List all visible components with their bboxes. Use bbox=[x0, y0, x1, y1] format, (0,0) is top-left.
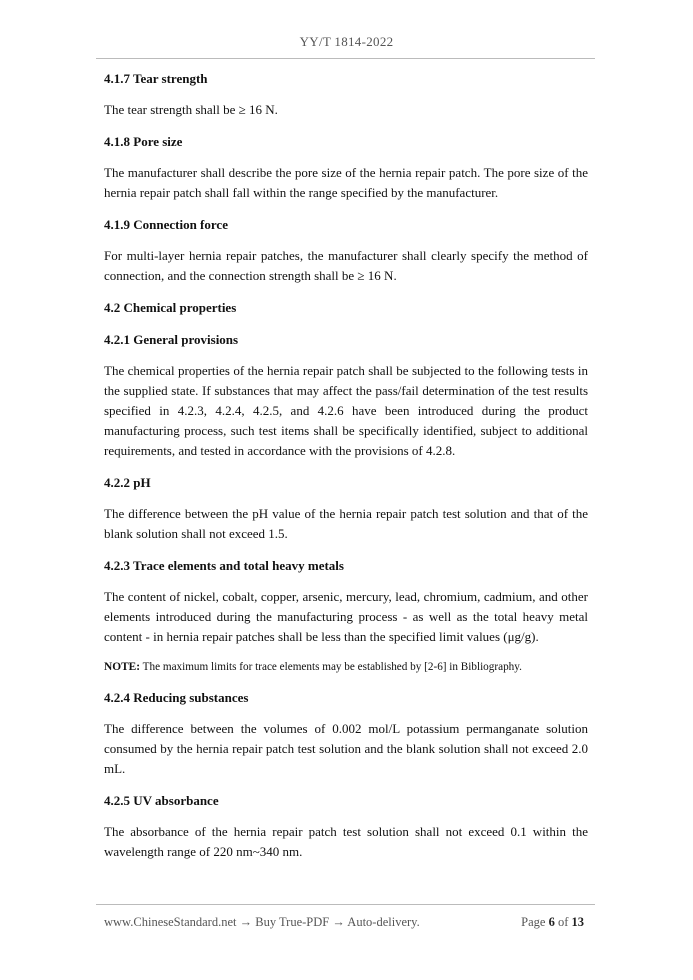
section-heading: 4.1.7 Tear strength bbox=[104, 71, 208, 86]
total-pages: 13 bbox=[571, 915, 584, 929]
section-heading: 4.1.8 Pore size bbox=[104, 134, 183, 149]
page-content bbox=[104, 69, 588, 862]
note bbox=[104, 658, 588, 676]
section-heading: 4.2.4 Reducing substances bbox=[104, 690, 249, 705]
of-word: of bbox=[557, 915, 569, 929]
paragraph: The difference between the volumes of 0.002 mol/L potassium permanganate solution consumed by the hernia repair patch test solution and the blank solution shall not exceed 2.0 mL. bbox=[104, 721, 588, 776]
section-heading: 4.2.1 General provisions bbox=[104, 332, 239, 347]
section-heading: 4.1.9 Connection force bbox=[104, 217, 228, 232]
paragraph: The content of nickel, cobalt, copper, arsenic, mercury, lead, chromium, cadmium, and other elements introduced during the manufacturing process - as well as the total heavy metal content - in hernia repair patches shall be less than the specified limit values (μg/g). bbox=[104, 589, 588, 644]
buy-text: Buy True-PDF bbox=[252, 915, 333, 929]
section-heading: 4.2.3 Trace elements and total heavy metals bbox=[104, 558, 344, 573]
section-heading: 4.2.5 UV absorbance bbox=[104, 793, 219, 808]
paragraph: The manufacturer shall describe the pore size of the hernia repair patch. The pore size of the hernia repair patch shall fall within the range specified by the manufacturer. bbox=[104, 165, 588, 200]
header-divider bbox=[96, 58, 595, 59]
paragraph: The difference between the pH value of the hernia repair patch test solution and that of the blank solution shall not exceed 1.5. bbox=[104, 506, 588, 541]
section-heading: 4.2 Chemical properties bbox=[104, 300, 237, 315]
arrow-right-icon: → bbox=[332, 915, 345, 929]
arrow-right-icon: → bbox=[239, 915, 253, 929]
section-heading: 4.2.2 pH bbox=[104, 475, 151, 490]
delivery-text: Auto-delivery. bbox=[344, 915, 420, 929]
paragraph: For multi-layer hernia repair patches, the manufacturer shall clearly specify the method of connection, and the connection strength shall be ≥ 16 N. bbox=[104, 248, 588, 283]
footer-promo bbox=[104, 915, 420, 930]
paragraph: The chemical properties of the hernia repair patch shall be subjected to the following tests in the supplied state. If substances that may affect the pass/fail determination of the test results specified in 4.2.3, 4.2.4, 4.2.5, and 4.2.6 have been introduced during the product manufacturing process, such test items shall be specifically identified, subject to additional requirements, and tested in accordance with the provisions of 4.2.8. bbox=[104, 363, 588, 458]
note-label: NOTE: bbox=[104, 661, 141, 673]
page-word: Page bbox=[521, 915, 546, 929]
note-text: The maximum limits for trace elements may be established by [2-6] in Bibliography. bbox=[140, 661, 522, 673]
site-link[interactable]: www.ChineseStandard.net bbox=[104, 915, 237, 929]
paragraph: The tear strength shall be ≥ 16 N. bbox=[104, 102, 278, 117]
standard-code: YY/T 1814-2022 bbox=[299, 34, 394, 49]
paragraph: The absorbance of the hernia repair patch test solution shall not exceed 0.1 within the wavelength range of 220 nm~340 nm. bbox=[104, 824, 588, 859]
page-number bbox=[521, 915, 584, 930]
current-page: 6 bbox=[548, 915, 555, 929]
footer-divider bbox=[96, 904, 595, 905]
